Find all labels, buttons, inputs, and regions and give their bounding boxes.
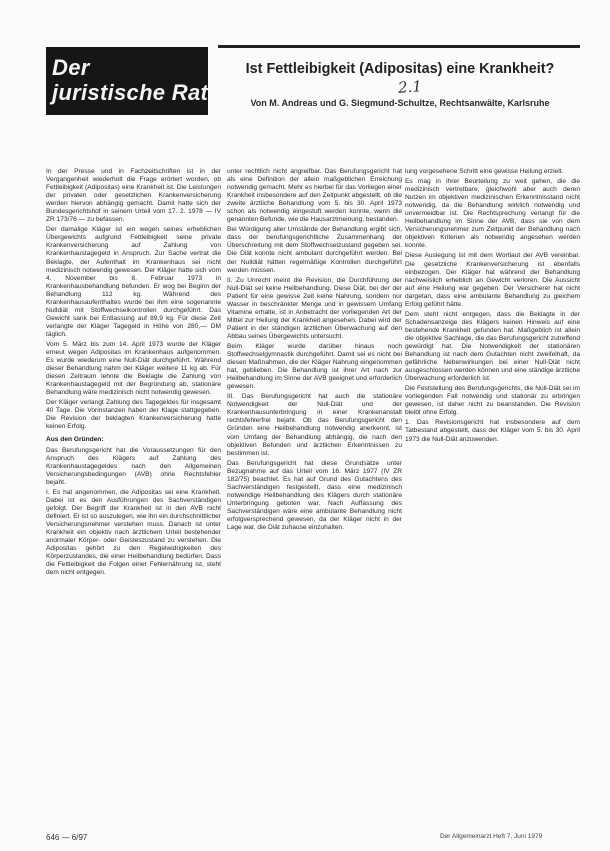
page-number: 646 — 6/97 (46, 833, 88, 842)
paragraph: Es mag in ihrer Beurteilung zu weit gehen, die die medizinisch vertretbare, gleichwohl aber auch deren Nutzen im objektiven medizinischen Erkenntnisstand nicht notwendig, da die Behandlung wirklich notwendig und unvermeidbar ist. Die Rechtsprechung verlangt für die Heilbehandlung im Sinne der AVB, dass sie von dem Versicherungsnehmer zum Zeitpunkt der Behandlung nach objektiven Kriterien als notwendig angesehen werden konnte. (405, 178, 580, 250)
article-byline: Von M. Andreas und G. Siegmund-Schultze, Rechtsanwälte, Karlsruhe (250, 98, 550, 108)
paragraph: I. Es hat angenommen, die Adipositas sei eine Krankheit. Dabei ist es den Ausführungen des Sachverständigen gefolgt. Der Begriff der Krankheit ist in den AVB nicht definiert. Er ist so auszulegen, wie ihn ein durchschnittlicher Versicherungsnehmer verstehen muss. Danach ist unter Krankheit ein objektiv nach ärztlichem Urteil bestehender anormaler Körper- oder Geisteszustand zu verstehen. Die Adipositas gehört zu den Regelwidrigkeiten des Körperzustandes, die einer Heilbehandlung bedürfen. Dass die Fettleibigkeit die Folgen einer Fehlernährung ist, steht dem nicht entgegen. (46, 488, 221, 577)
paragraph: Dem steht nicht entgegen, dass die Beklagte in der Schadensanzeige des Klägers keinen Hinweis auf eine bestehende Krankheit gefunden hat. Maßgeblich ist allein die objektive Sachlage, die das Berufungsgericht zutreffend gewürdigt hat. Die Notwendigkeit der stationären Behandlung ist nach dem Gutachten nicht zweifelhaft, da gefährliche Nebenwirkungen bei einer Null-Diät nicht ausgeschlossen werden können und eine ständige ärztliche Überwachung erforderlich ist. (405, 310, 580, 383)
paragraph: II. Zu Unrecht meint die Revision, die Durchführung der Null-Diät sei keine Heilbehandlung. Diese Diät, bei der der Patient für eine gewisse Zeit keine Nahrung, sondern nur Wasser in beschränkter Menge und in gewissem Umfang Vitamine erhalte, ist in Anbetracht der vorliegenden Art der Mittel zur Heilung der Krankheit angesehen. Dabei wird der Patient in der ständigen ärztlichen Überwachung auf den Abbau seines Übergewichts untersucht. (227, 276, 402, 340)
paragraph: III. Das Berufungsgericht hat auch die stationäre Notwendigkeit der Null-Diät und der Krankenhausunterbringung in einer Krankenanstalt rechtsfehlerfrei bejaht. Ob das Berufungsgericht den Gründen eine Heilbehandlung notwendig anerkennt, ist vom Umfang der Behandlung abhängig, die nach den objektiven Befunden und ärztlichen Erkenntnissen zu bestimmen ist. (227, 393, 402, 457)
handwritten-note: 2.1 (397, 77, 423, 97)
paragraph: Diese Auslegung ist mit dem Wortlaut der AVB vereinbar. Die gesetzliche Krankenversicherung ist ebenfalls einbezogen. Der Kläger hat während der Behandlung nachweislich erheblich an Gewicht verloren. Die Aussicht auf eine Heilung war gegeben. Der Versicherer hat nicht dargetan, dass eine ambulante Behandlung zu gleichem Erfolg geführt hätte. (405, 252, 580, 308)
paragraph: lung vorgesehene Schritt eine gewisse Heilung erzielt. (405, 168, 564, 175)
journal-reference: Der Allgemeinarzt Heft 7, Juni 1979 (440, 833, 543, 840)
header-rule (218, 45, 580, 48)
section-heading: Aus den Gründen: (46, 435, 104, 443)
paragraph: 1. Das Revisionsgericht hat insbesondere auf dem Tatbestand abgestellt, dass der Kläger vom 5. bis 30. April 1973 die Null-Diät anzuwenden. (405, 419, 580, 443)
paragraph: Bei Würdigung aller Umstände der Behandlung ergibt sich, dass der berufungsgerichtliche Zusammenhang der Überschreitung mit dem Stoffwechselzustand gegeben sei. Die Diät konnte nicht ambulant durchgeführt werden. Bei der Nulldiät hätten regelmäßige Kontrollen durchgeführt werden müssen. (227, 226, 402, 274)
section-rubric (46, 47, 208, 115)
paragraph: Das Berufungsgericht hat die Voraussetzungen für den Anspruch des Klägers auf Zahlung des Krankenhaustagegeldes nach den Allgemeinen Versicherungsbedingungen (AVB) ohne Rechtsfehler bejaht. (46, 446, 221, 486)
paragraph: Das Berufungsgericht hat diese Grundsätze unter Bezugnahme auf das Urteil vom 16. März 1977 (IV ZR 182/75) beachtet. Es hat auf Grund des Gutachtens des Sachverständigen festgestellt, dass eine medizinisch notwendige Heilbehandlung des Klägers durch stationäre Unterbringung geboten war. Nach Auffassung des Sachverständigen wäre eine ambulante Behandlung nicht erfolgversprechend gewesen, da der Kläger nicht in der Lage war, die Diät zuhause einzuhalten. (227, 459, 402, 532)
text-column-1 (46, 168, 221, 828)
paragraph: Beim Kläger wurde darüber hinaus noch Stoffwechselgymnastik durchgeführt. Damit sei es nicht bei diesen Maßnahmen, die der Kläger Nahrung eingenommen hat, geblieben. Die Behandlung ist ihrer Art nach zur Heilbehandlung im Sinne der AVB geeignet und erforderlich gewesen. (227, 342, 402, 391)
paragraph: Der damalige Kläger ist ein wegen seines erheblichen Übergewichts aufgrund Fettleibigkeit seine private Krankenversicherung auf Zahlung von Krankenhaustagegeld in Anspruch. Zur Sache vertrat die Beklagte, der Aufenthalt im Krankenhaus sei nicht medizinisch notwendig gewesen. Der Kläger hatte sich vom 4. November bis 8. Februar 1973 in Krankenhausbehandlung befunden. Er wog bei Beginn der Behandlung 112 kg. Während des Krankenhausaufenthaltes wurde bei ihm eine sogenannte Nulldiät mit Stoffwechselkontrollen durchgeführt. Das Gewicht sank bei Entlassung auf 89,9 kg. Für diese Zeit verlangte der Kläger Tagegeld in Höhe von 280,— DM täglich. (46, 226, 221, 338)
paragraph: Der Kläger verlangt Zahlung des Tagegeldes für insgesamt 40 Tage. Die Vorinstanzen haben der Klage stattgegeben. Die Revision der beklagten Krankenversicherung hatte keinen Erfolg. (46, 399, 221, 431)
paragraph: Vom 5. März bis zum 14. April 1973 wurde der Kläger erneut wegen Adipositas im Krankenhaus aufgenommen. Es wurde wiederum eine Null-Diät durchgeführt. Während dieser Behandlung nahm der Kläger weitere 11 kg ab. Für diesen Zeitraum lehnte die Beklagte die Zahlung von Krankenhaustagegeld mit der Begründung ab, stationäre Behandlung wäre medizinisch nicht notwendig gewesen. (46, 340, 221, 397)
text-column-3 (405, 168, 580, 828)
article-title: Ist Fettleibigkeit (Adipositas) eine Krankheit? (245, 61, 555, 77)
rubric-line-1: Der (52, 55, 90, 80)
rubric-line-2: juristische Rat (52, 80, 209, 105)
paragraph: unter rechtlich nicht angreifbar. Das Berufungsgericht hat als eine Definition der allein maßgeblichen Erreichung notwendig gemacht. Mehr es hierbei für das Vorliegen einer Krankheit insbesondere auf den Zeitpunkt abgestellt, ob die zweite ärztliche Behandlung vom 5. bis 30. April 1973 schon als notwendig eingestuft werden konnte, wenn die genannten Befunde, wie die Hausarztmeinung, bestanden. (227, 168, 402, 224)
paragraph: In der Presse und in Fachzeitschriften ist in der Vergangenheit wiederholt die Frage erörtert worden, ob Fettleibigkeit (Adipositas) eine Krankheit ist. Die Leistungen der privaten oder gesetzlichen Krankenversicherung werden hiervon abhängig gemacht. Damit hatte sich der Bundesgerichtshof in seinem Urteil vom 17. 2. 1978 — IV ZR 173/76 — zu befassen. (46, 168, 221, 224)
paragraph: Die Feststellung des Berufungsgerichts, die Null-Diät sei im vorliegenden Fall notwendig und stationär zu erbringen gewesen, ist daher nicht zu beanstanden. Die Revision bleibt ohne Erfolg. (405, 385, 580, 417)
text-column-2 (227, 168, 402, 828)
